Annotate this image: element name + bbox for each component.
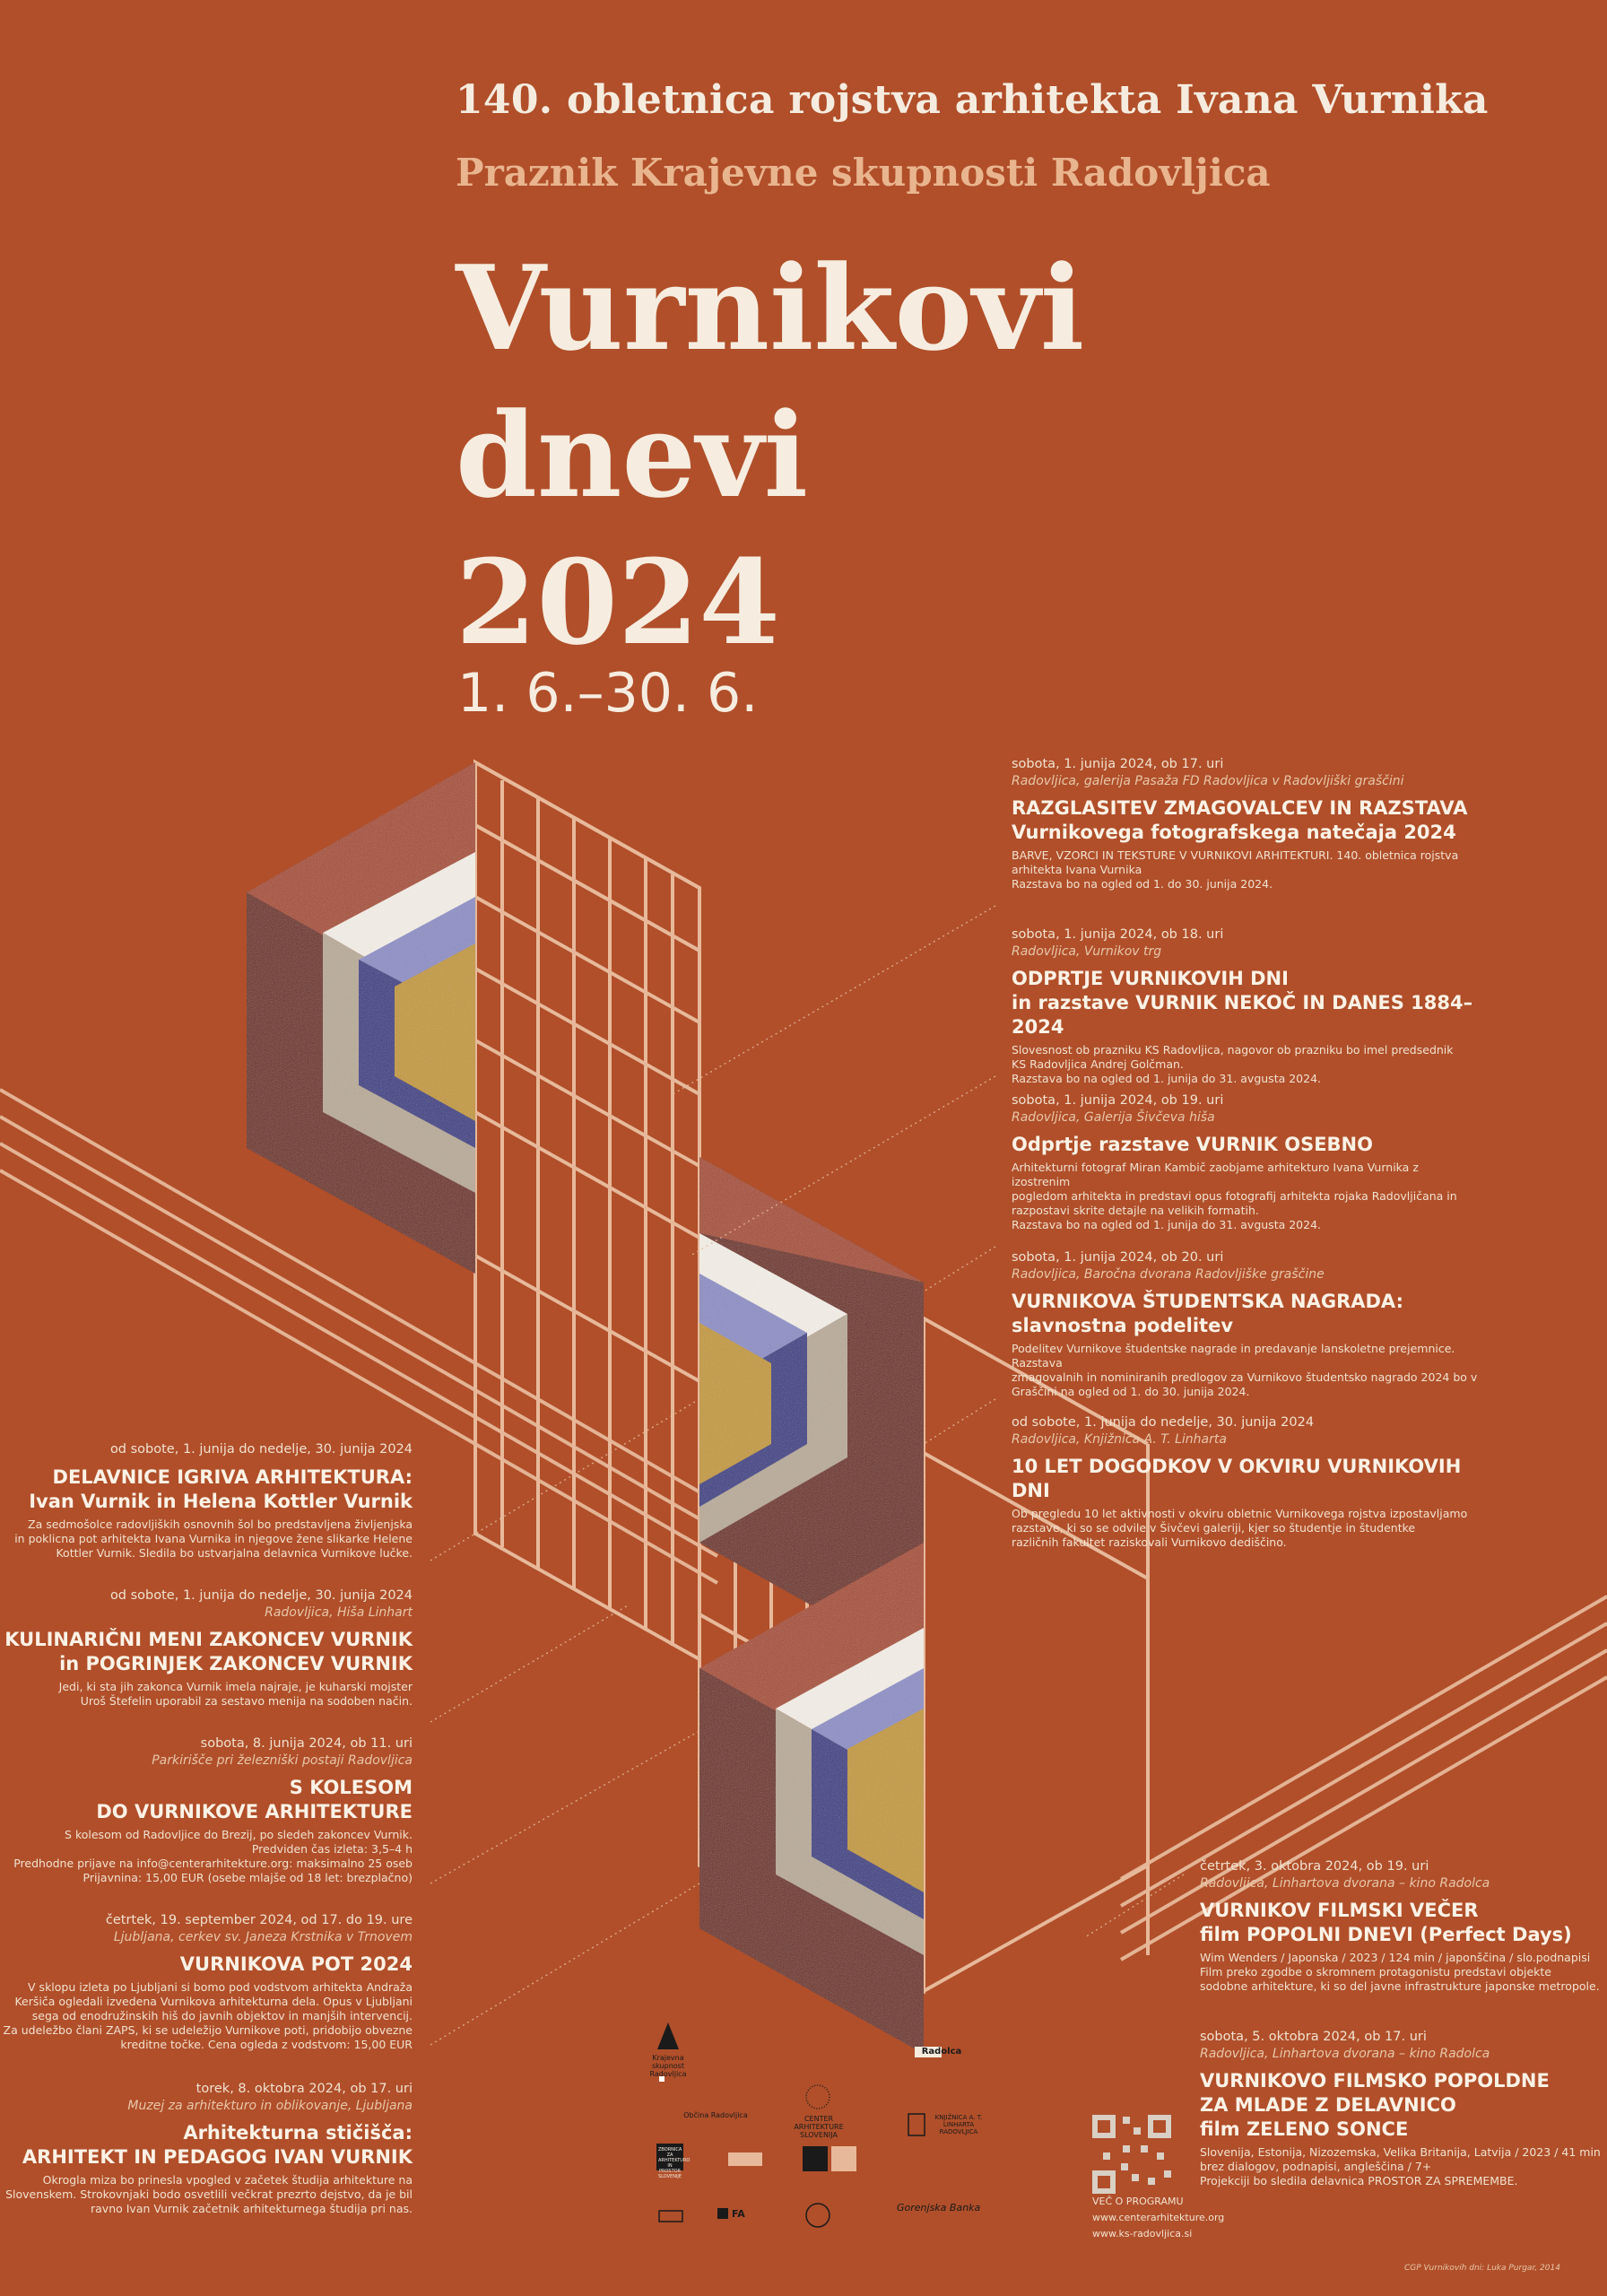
event-date: od sobote, 1. junija do nedelje, 30. junija 2024 [1012, 1415, 1315, 1430]
event-location: Radovljica, Hiša Linhart [265, 1605, 413, 1620]
event-location: Radovljica, Linhartova dvorana – kino Radolca [1200, 2047, 1490, 2061]
event-description: Uroš Štefelin uporabil za sestavo menija na sodoben način. [80, 1694, 413, 1708]
event-title: Vurnikovega fotografskega natečaja 2024 [1012, 822, 1456, 843]
event-description: pogledom arhitekta in predstavi opus fotografij arhitekta rojaka Radovljičana in [1012, 1189, 1457, 1203]
event-title: slavnostna podelitev [1012, 1315, 1234, 1336]
event-title: 10 LET DOGODKOV V OKVIRU VURNIKOVIH DNI [1012, 1456, 1462, 1501]
event-block [1200, 2029, 1607, 2188]
event-title: ARHITEKT IN PEDAGOG IVAN VURNIK [22, 2146, 413, 2168]
event-title: VURNIKOVA POT 2024 [179, 1953, 413, 1975]
ks-radovljica-logo: Krajevna skupnost Radovljica [649, 2054, 687, 2078]
event-description: Slovenija, Estonija, Nizozemska, Velika Britanija, Latvija / 2023 / 41 min [1200, 2145, 1601, 2159]
event-title: Odprtje razstave VURNIK OSEBNO [1012, 1134, 1373, 1155]
date-range: 1. 6.–30. 6. [457, 662, 759, 725]
event-title: in POGRINJEK ZAKONCEV VURNIK [59, 1653, 413, 1674]
event-description: Wim Wenders / Japonska / 2023 / 124 min / japonščina / slo.podnapisi [1200, 1951, 1591, 1964]
event-description: Predviden čas izleta: 3,5–4 h [251, 1842, 413, 1856]
event-location: Muzej za arhitekturo in oblikovanje, Ljubljana [127, 2099, 413, 2113]
event-block [1200, 1858, 1607, 1994]
event-date: sobota, 5. oktobra 2024, ob 17. uri [1200, 2030, 1427, 2044]
event-block [1012, 926, 1478, 1086]
event-title: DELAVNICE IGRIVA ARHITEKTURA: [52, 1466, 413, 1488]
title-line: dnevi [456, 387, 809, 524]
event-title: Ivan Vurnik in Helena Kottler Vurnik [29, 1491, 413, 1512]
event-description: brez dialogov, podnapisi, angleščina / 7+ [1200, 2160, 1432, 2173]
event-block [0, 1587, 413, 1709]
event-description: S kolesom od Radovljice do Brezij, po sledeh zakoncev Vurnik. [65, 1828, 413, 1841]
event-description: sodobne arhitekture, ki so del javne infrastrukture japonske metropole. [1200, 1979, 1600, 1993]
event-description: zmagovalnih in nominiranih predlogov za Vurnikovo študentsko nagrado 2024 bo v [1012, 1370, 1478, 1384]
event-description: KS Radovljica Andrej Golčman. [1012, 1057, 1184, 1071]
event-title: Arhitekturna stičišča: [183, 2122, 413, 2144]
event-description: Razstava bo na ogled od 1. junija do 31. avgusta 2024. [1012, 1072, 1322, 1085]
event-title: in razstave VURNIK NEKOČ IN DANES 1884–2024 [1012, 992, 1473, 1038]
event-location: Radovljica, Galerija Šivčeva hiša [1012, 1110, 1215, 1125]
event-description: Za udeležbo člani ZAPS, ki se udeležijo Vurnikove poti, pridobijo obvezne [3, 2023, 413, 2037]
website-link[interactable]: www.ks-radovljica.si [1092, 2228, 1193, 2239]
event-description: razstave, ki so se odvile v Šivčevi galeriji, kjer so študentje in študentke [1012, 1521, 1416, 1535]
event-title: VURNIKOVA ŠTUDENTSKA NAGRADA: [1012, 1291, 1403, 1312]
event-description: Prijavnina: 15,00 EUR (osebe mlajše od 18 let: brezplačno) [83, 1871, 413, 1884]
event-description: Slovesnost ob prazniku KS Radovljica, nagovor ob prazniku bo imel predsednik [1012, 1043, 1454, 1057]
event-location: Radovljica, Baročna dvorana Radovljiške graščine [1012, 1267, 1325, 1282]
event-location: Radovljica, Vurnikov trg [1012, 944, 1162, 959]
event-description: in poklicna pot arhitekta Ivana Vurnika in njegove žene slikarke Helene [14, 1532, 413, 1545]
radolca-logo: Radolca [921, 2047, 962, 2057]
event-location: Ljubljana, cerkev sv. Janeza Krstnika v Trnovem [113, 1930, 413, 1944]
title-line: 2024 [456, 534, 780, 671]
event-date: od sobote, 1. junija do nedelje, 30. junija 2024 [109, 1588, 413, 1603]
event-date: torek, 8. oktobra 2024, ob 17. uri [195, 2082, 413, 2096]
event-description: Razstava bo na ogled od 1. do 30. junija 2024. [1012, 877, 1273, 891]
svg-text:Gorenjska Banka: Gorenjska Banka [897, 2202, 981, 2213]
event-title: film POPOLNI DNEVI (Perfect Days) [1200, 1924, 1572, 1945]
event-description: Jedi, ki sta jih zakonca Vurnik imela najraje, je kuharski mojster [58, 1680, 413, 1693]
event-block [1012, 1249, 1478, 1399]
event-description: Graščini na ogled od 1. do 30. junija 2024. [1012, 1385, 1250, 1398]
event-description: Projekciji bo sledila delavnica PROSTOR ZA SPREMEMBE. [1200, 2174, 1518, 2187]
event-title: S KOLESOM [289, 1777, 413, 1798]
event-description: sega od enodružinskih hiš do javnih objektov in manjših intervencij. [31, 2009, 413, 2022]
event-block [1012, 756, 1478, 891]
event-description: arhitekta Ivana Vurnika [1012, 863, 1142, 876]
event-title: KULINARIČNI MENI ZAKONCEV VURNIK [4, 1629, 413, 1650]
title-line: Vurnikovi [456, 239, 1085, 377]
credits [1092, 2194, 1224, 2242]
qr-code [1092, 2115, 1171, 2194]
event-date: četrtek, 3. oktobra 2024, ob 19. uri [1200, 1859, 1429, 1874]
event-title: DO VURNIKOVE ARHITEKTURE [96, 1801, 413, 1822]
event-date: četrtek, 19. september 2024, od 17. do 19. ure [105, 1913, 413, 1927]
event-date: sobota, 1. junija 2024, ob 20. uri [1012, 1250, 1224, 1265]
zaps-logo: ZBORNICA ZA ARHITEKTURO IN PROSTOR SLOVENIJE [658, 2147, 691, 2179]
event-title: film ZELENO SONCE [1200, 2118, 1409, 2140]
event-description: Arhitekturni fotograf Miran Kambič zaobjame arhitekturo Ivana Vurnika z izostrenim [1012, 1161, 1419, 1188]
event-location: Parkirišče pri železniški postaji Radovljica [152, 1753, 413, 1768]
event-title: VURNIKOV FILMSKI VEČER [1200, 1900, 1479, 1921]
event-description: kreditne točke. Cena ogleda z vodstvom: 15,00 EUR [120, 2038, 413, 2051]
event-location: Radovljica, Linhartova dvorana – kino Radolca [1200, 1876, 1490, 1891]
event-description: Ob pregledu 10 let aktivnosti v okviru obletnic Vurnikovega rojstva izpostavljamo [1012, 1507, 1468, 1520]
cube-block-3 [699, 1543, 924, 2054]
event-description: Keršiča ogledali izvedena Vurnikova arhitekturna dela. Opus v Ljubljani [14, 1995, 413, 2008]
knjiznica-logo: KNJIŽNICA A. T. LINHARTA RADOVLJICA [934, 2114, 983, 2135]
event-description: razpostavi skrite detajle na velikih formatih. [1012, 1204, 1259, 1217]
event-date: od sobote, 1. junija do nedelje, 30. junija 2024 [109, 1442, 413, 1457]
event-block [0, 1735, 413, 1885]
page-title [456, 235, 1084, 676]
event-title: VURNIKOVO FILMSKO POPOLDNE [1200, 2070, 1550, 2092]
event-location: Radovljica, Knjižnica A. T. Linharta [1012, 1432, 1227, 1447]
event-date: sobota, 8. junija 2024, ob 11. uri [200, 1736, 413, 1751]
event-title: ODPRTJE VURNIKOVIH DNI [1012, 968, 1289, 989]
event-description: Podelitev Vurnikove študentske nagrade in predavanje lanskoletne prejemnice. Razstava [1012, 1342, 1455, 1370]
event-location: Radovljica, galerija Pasaža FD Radovljica v Radovljiški graščini [1012, 774, 1404, 788]
obcina-logo: Občina Radovljica [683, 2111, 748, 2119]
event-date: sobota, 1. junija 2024, ob 18. uri [1012, 927, 1224, 942]
holiday-line: Praznik Krajevne skupnosti Radovljica [456, 151, 1271, 195]
design-credit: CGP Vurnikovih dni: Luka Purgar, 2014 [1404, 2264, 1560, 2273]
event-date: sobota, 1. junija 2024, ob 19. uri [1012, 1093, 1224, 1108]
event-description: različnih fakultet raziskovali Vurnikovo dediščino. [1012, 1535, 1287, 1549]
event-description: ravno Ivan Vurnik začetnik arhitekturnega študija pri nas. [91, 2202, 413, 2215]
event-description: Slovenskem. Strokovnjaki bodo osvetlili večkrat prezrto dejstvo, da je bil [5, 2187, 413, 2201]
event-block [1012, 1092, 1478, 1232]
event-description: Razstava bo na ogled od 1. junija do 31. avgusta 2024. [1012, 1218, 1322, 1231]
event-description: BARVE, VZORCI IN TEKSTURE V VURNIKOVI ARHITEKTURI. 140. obletnica rojstva [1012, 848, 1459, 862]
more-label: VEČ O PROGRAMU [1092, 2196, 1184, 2207]
event-title: RAZGLASITEV ZMAGOVALCEV IN RAZSTAVA [1012, 797, 1468, 819]
event-date: sobota, 1. junija 2024, ob 17. uri [1012, 757, 1224, 771]
event-block [0, 1441, 413, 1561]
event-title: ZA MLADE Z DELAVNICO [1200, 2094, 1456, 2116]
center-arhitekture-logo: CENTER ARHITEKTURE SLOVENIJA [794, 2115, 844, 2139]
anniversary-line: 140. obletnica rojstva arhitekta Ivana Vurnika [456, 77, 1489, 123]
cube-block-1 [247, 762, 475, 1274]
event-description: V sklopu izleta po Ljubljani si bomo pod vodstvom arhitekta Andraža [28, 1980, 413, 1994]
event-block [1012, 1414, 1478, 1550]
svg-text:FA: FA [732, 2208, 745, 2220]
event-description: Predhodne prijave na info@centerarhitekture.org: maksimalno 25 oseb [13, 1857, 413, 1870]
website-link[interactable]: www.centerarhitekture.org [1092, 2212, 1225, 2223]
event-block [0, 1912, 413, 2052]
event-description: Okrogla miza bo prinesla vpogled v začetek študija arhitekture na [42, 2173, 413, 2187]
event-block [0, 2081, 413, 2216]
event-description: Za sedmošolce radovljiških osnovnih šol bo predstavljena življenjska [28, 1518, 413, 1531]
event-description: Film preko zgodbe o skromnem protagonistu predstavi objekte [1200, 1965, 1551, 1979]
event-description: Kottler Vurnik. Sledila bo ustvarjalna delavnica Vurnikove lučke. [56, 1546, 413, 1560]
